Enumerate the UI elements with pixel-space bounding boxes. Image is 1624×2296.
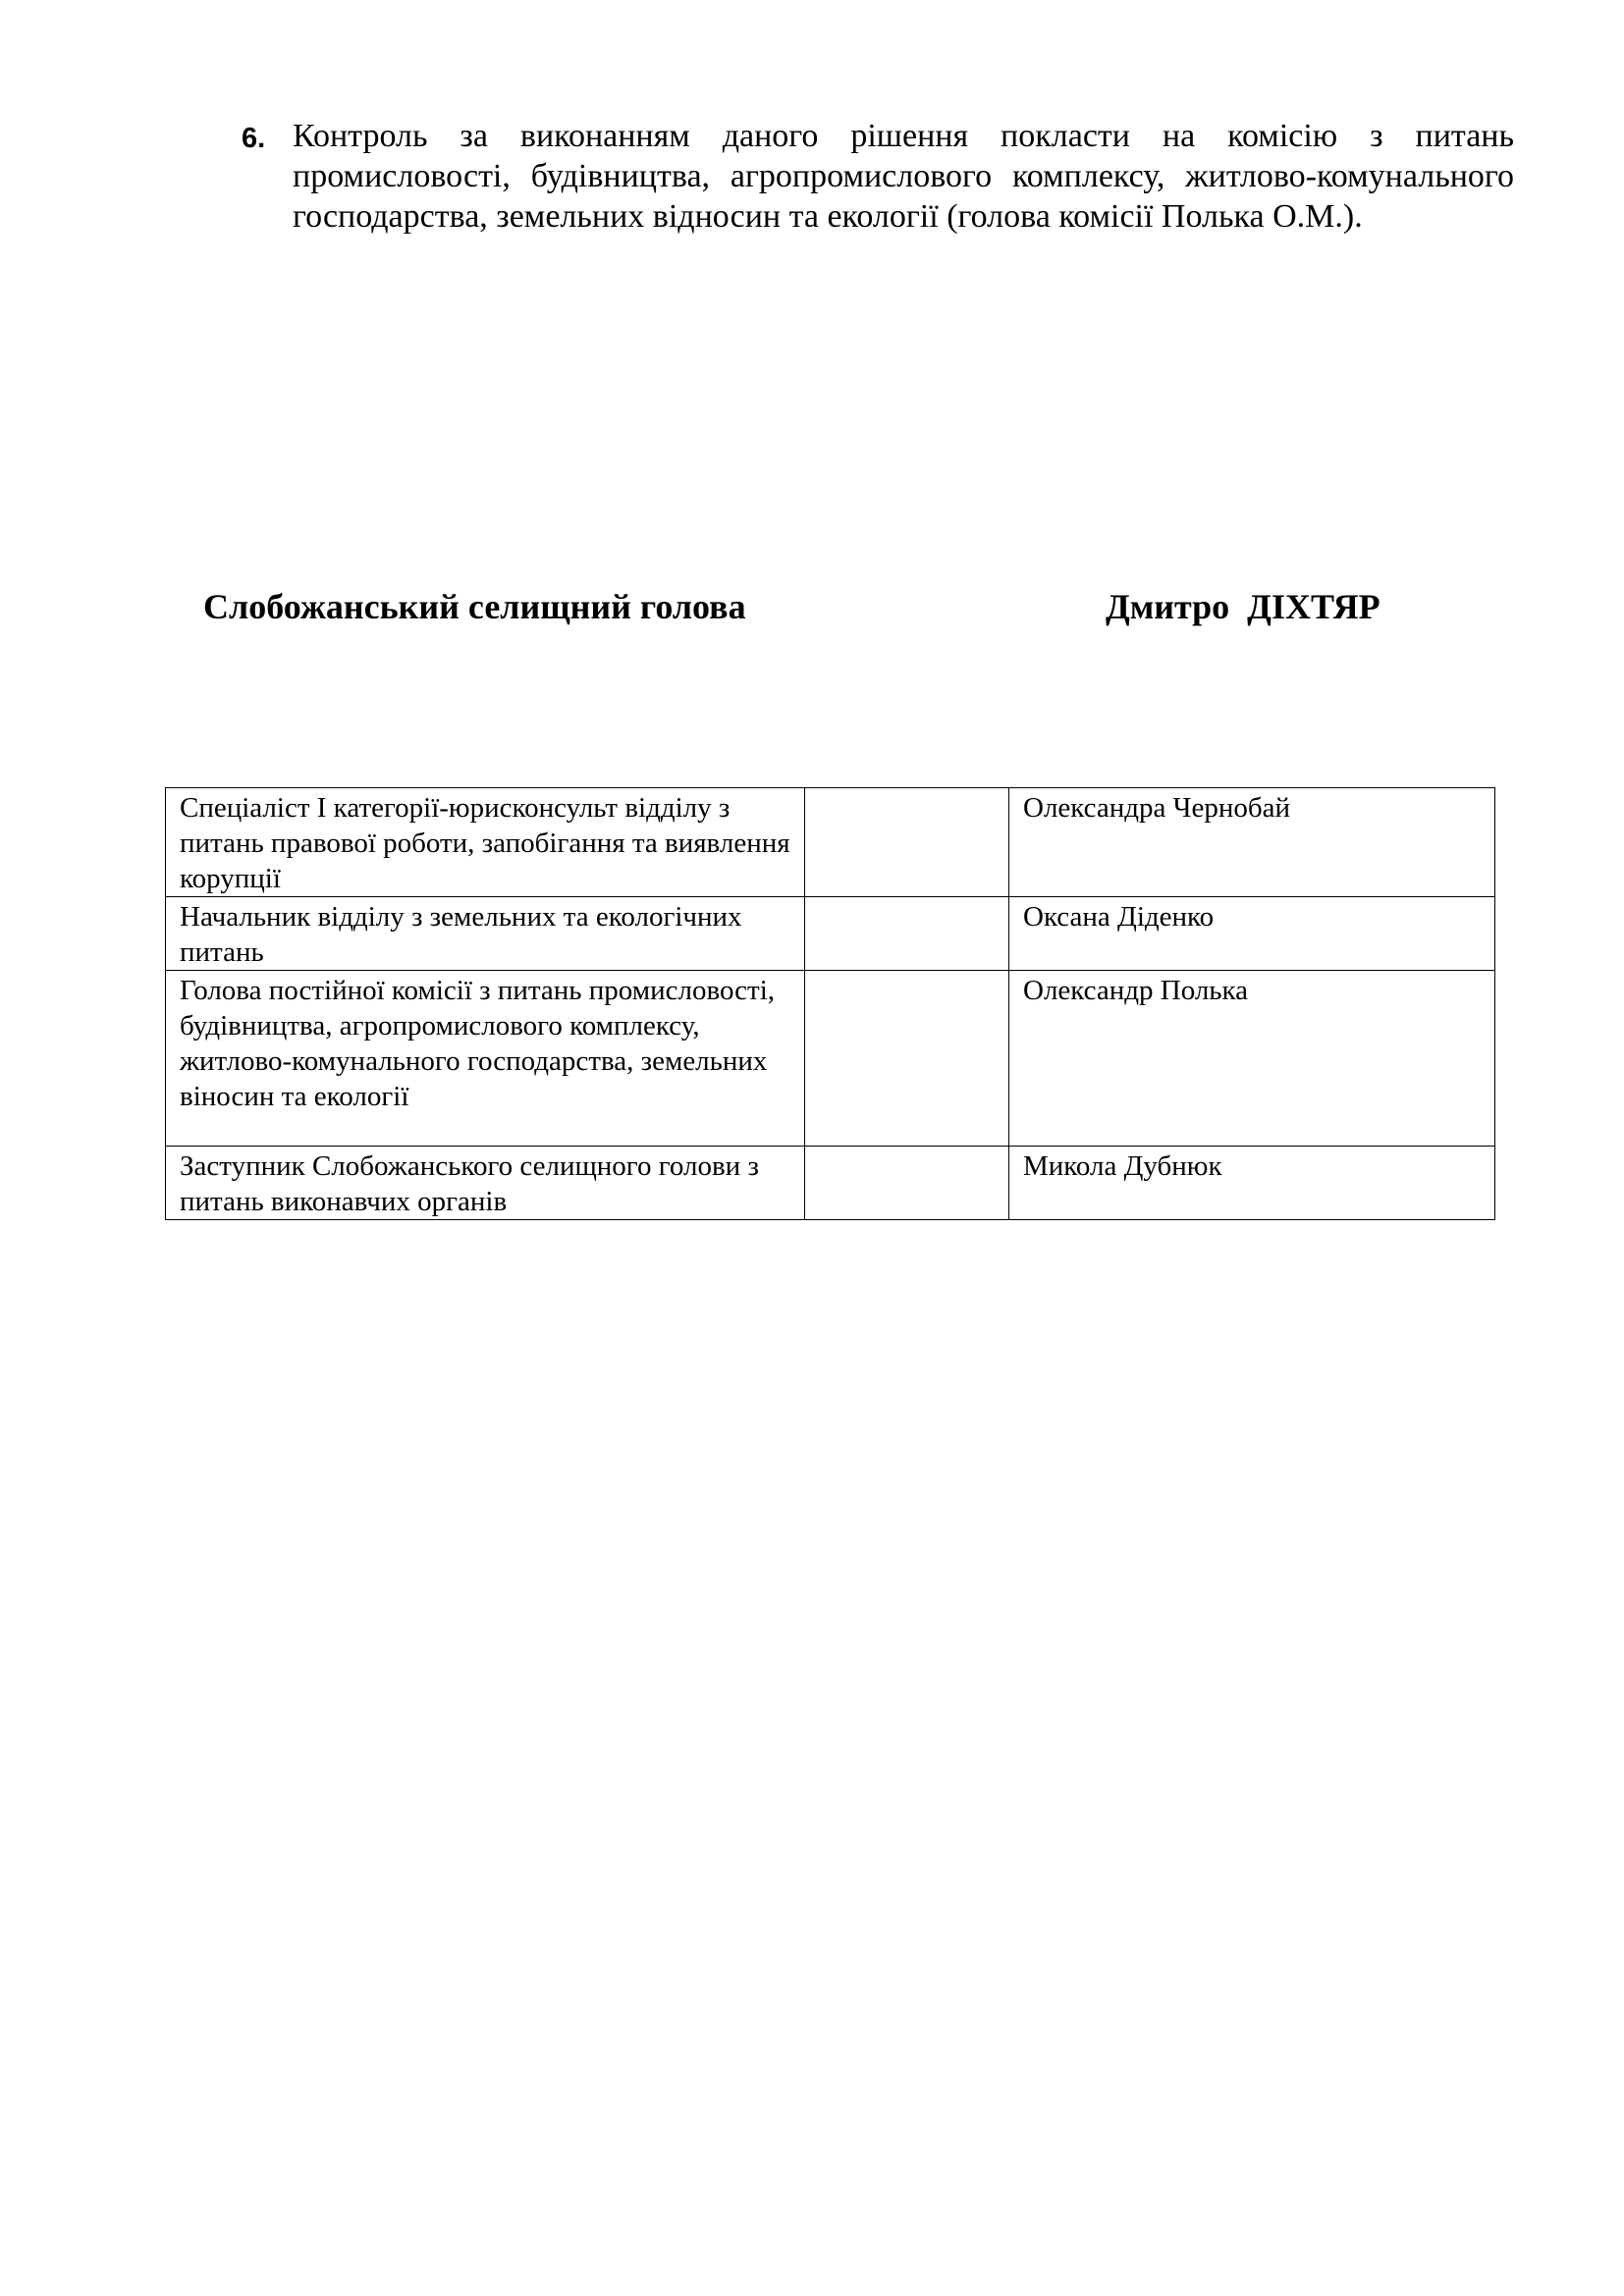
approval-position-cell (166, 971, 805, 1147)
approval-position-cell (166, 1147, 805, 1220)
approval-position: Спеціаліст І категорії-юрисконсульт відділу з питань правової роботи, запобігання та виявлення корупції (180, 792, 790, 894)
paragraph-text: Контроль за виконанням даного рішення покласти на комісію з питань промисловості, будівництва, агропромислового комплексу, житлово-комунального господарства, земельних відносин та екології (голова комісії Полька О.М.). (293, 118, 1514, 235)
approval-position-cell (166, 897, 805, 971)
approval-table (165, 787, 1495, 1220)
approval-row (166, 971, 1495, 1147)
approval-position: Заступник Слобожанського селищного голови з питань виконавчих органів (180, 1150, 759, 1217)
approval-name: Олександр Полька (1023, 975, 1249, 1006)
paragraph-number: 6. (242, 123, 266, 154)
approval-signature-cell (805, 971, 1009, 1147)
approval-position: Начальник відділу з земельних та екологічних питань (180, 901, 742, 968)
numbered-paragraph (242, 116, 1514, 237)
signatory-name: Дмитро ДІХТЯР (1106, 587, 1380, 626)
approval-name: Оксана Діденко (1023, 901, 1215, 933)
approval-name-cell (1009, 971, 1495, 1147)
approval-signature-cell (805, 897, 1009, 971)
approval-position-cell (166, 788, 805, 897)
approval-position: Голова постійної комісії з питань промисловості, будівництва, агропромислового комплексу, житлово-комунального господарства, земельних віносин та екології (180, 975, 776, 1112)
approval-signature-cell (805, 788, 1009, 897)
approval-row (166, 788, 1495, 897)
approval-row (166, 1147, 1495, 1220)
signatory-title: Слобожанський селищний голова (203, 587, 746, 626)
approval-name-cell (1009, 1147, 1495, 1220)
approval-name-cell (1009, 897, 1495, 971)
approval-signature-cell (805, 1147, 1009, 1220)
approval-name: Олександра Чернобай (1023, 792, 1291, 824)
approval-name-cell (1009, 788, 1495, 897)
approval-name: Микола Дубнюк (1023, 1150, 1222, 1182)
approval-row (166, 897, 1495, 971)
